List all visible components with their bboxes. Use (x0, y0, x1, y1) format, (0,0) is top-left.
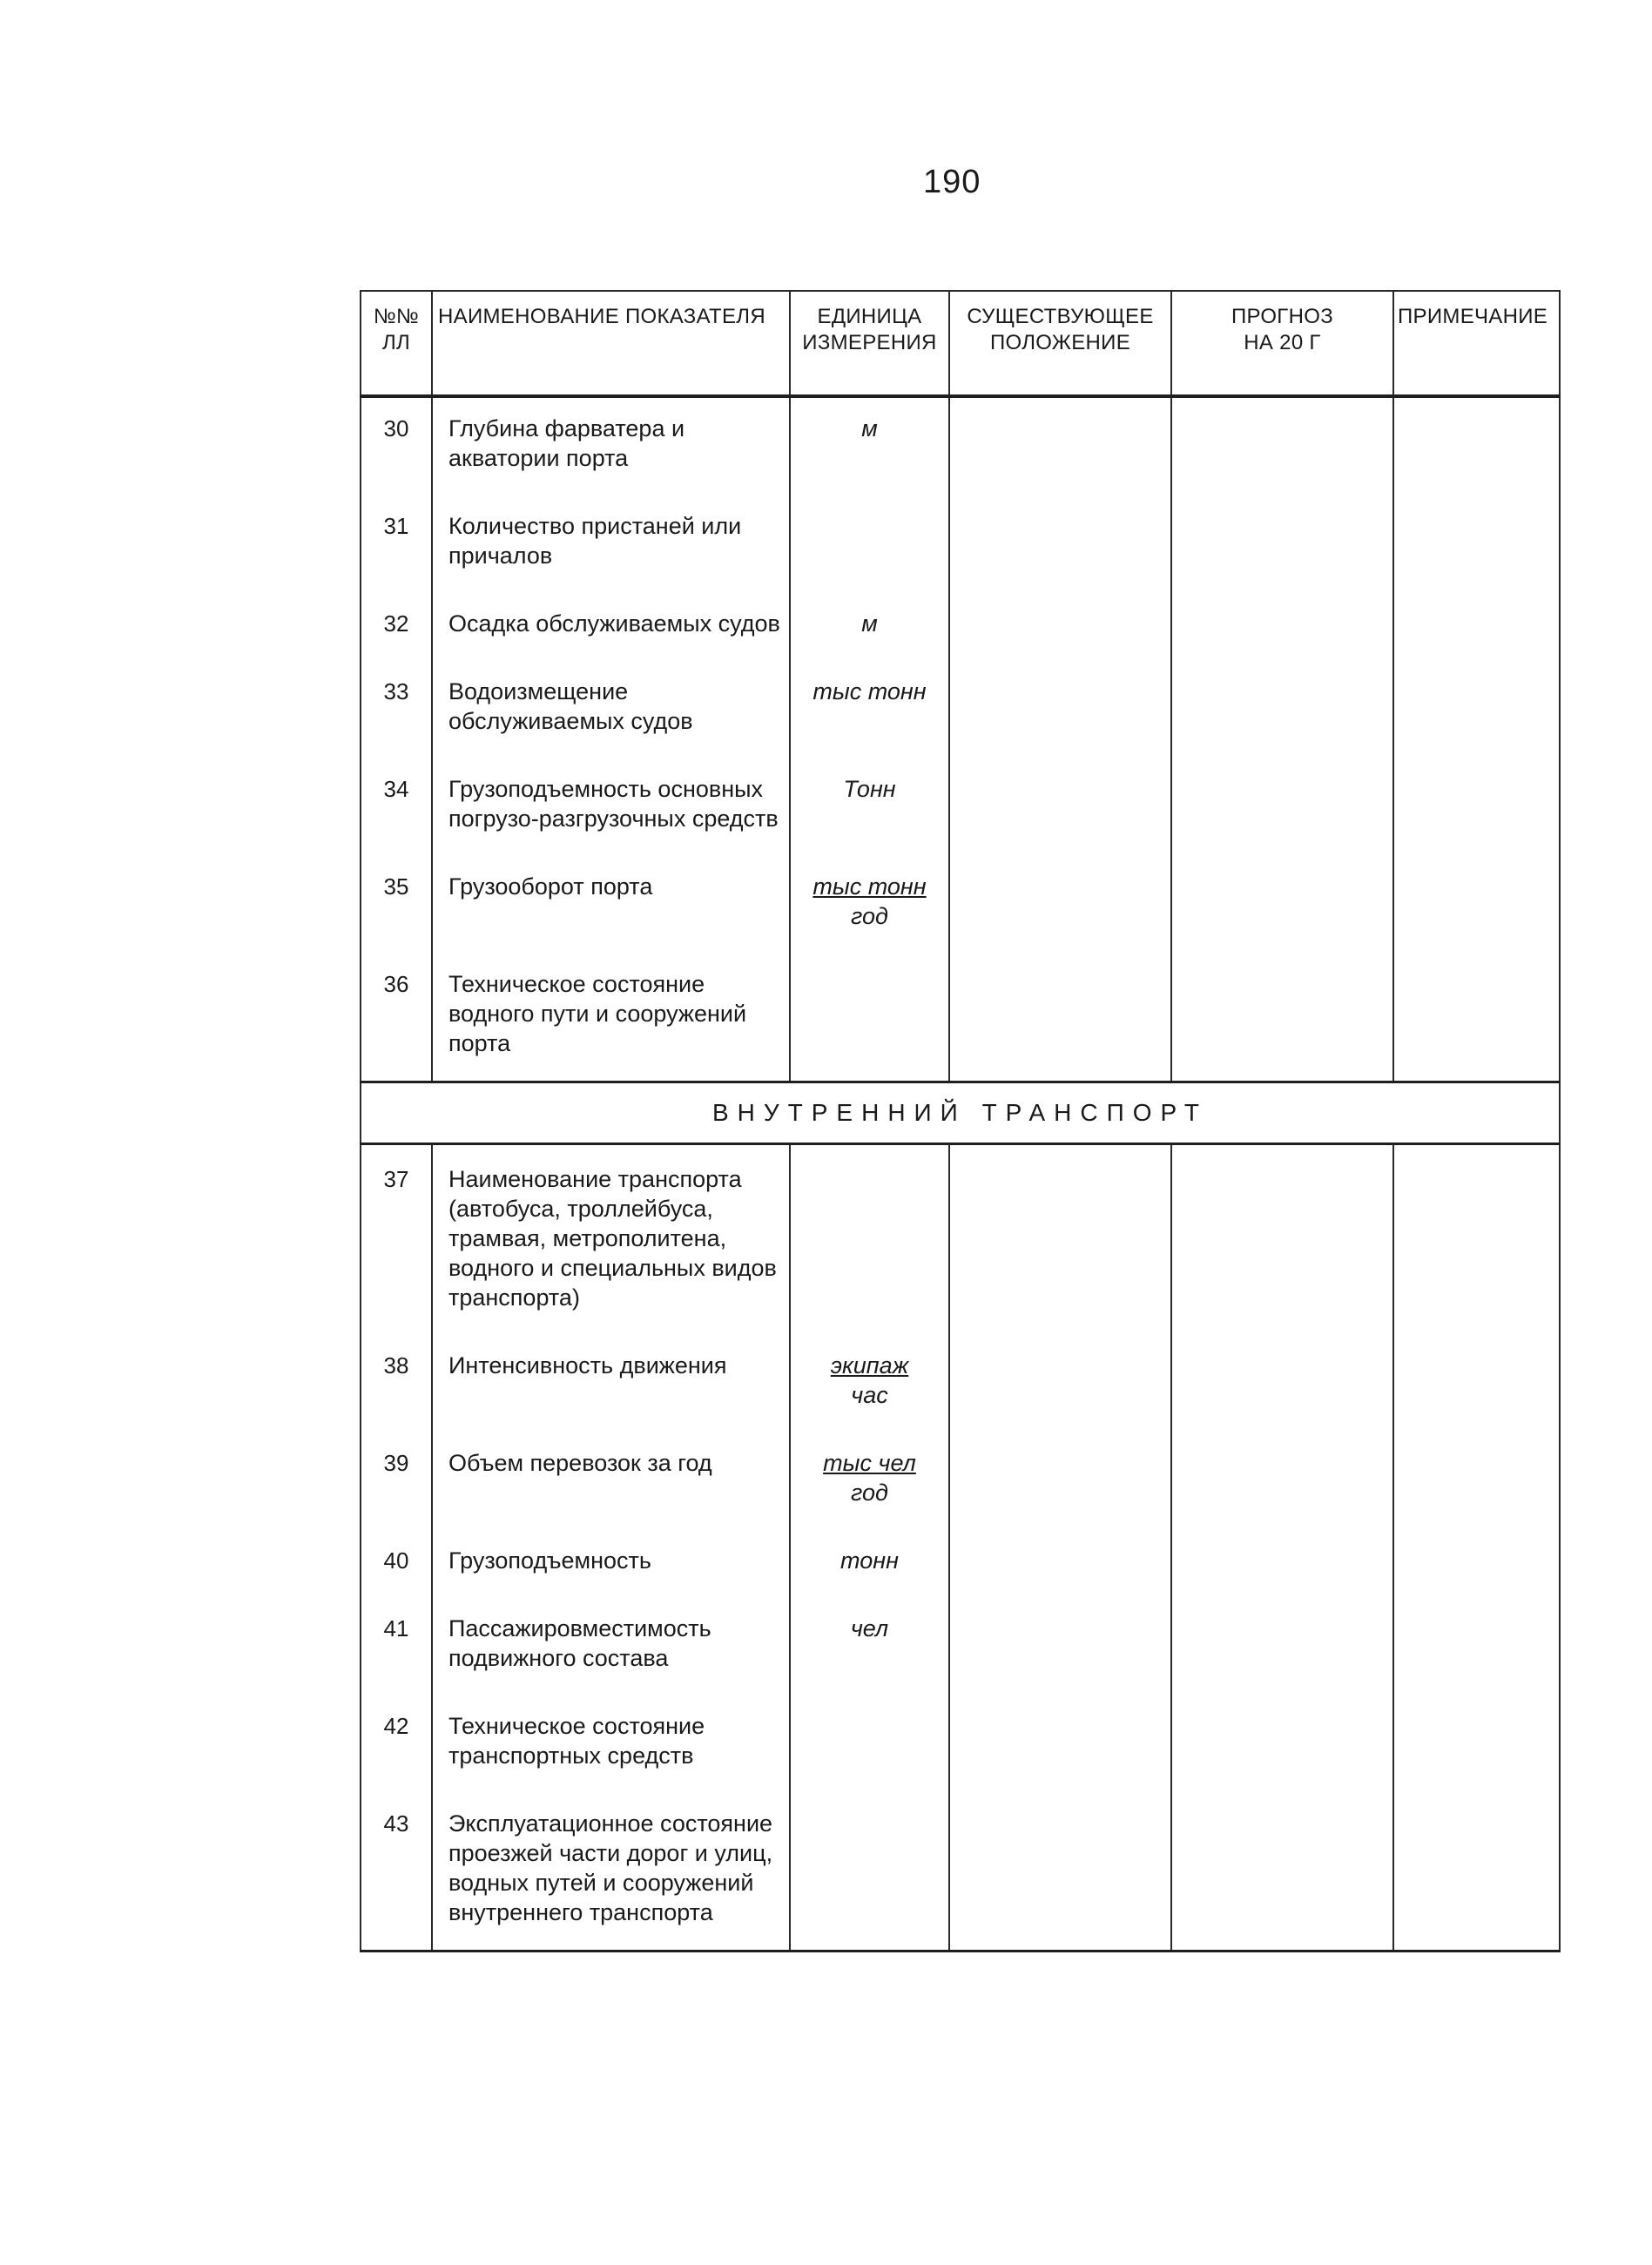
row-number: 35 (361, 856, 432, 954)
note-cell (1393, 396, 1560, 495)
table-row (361, 1335, 1560, 1432)
page-number: 190 (923, 164, 981, 200)
current-value-cell (949, 1598, 1171, 1695)
header-unit-line2: ИЗМЕРЕНИЯ (802, 331, 937, 354)
table-row (361, 1432, 1560, 1530)
unit-cell (790, 396, 949, 495)
note-cell (1393, 1530, 1560, 1598)
unit-cell (790, 593, 949, 661)
header-current-line2: ПОЛОЖЕНИЕ (990, 331, 1130, 354)
table-row (361, 954, 1560, 1082)
note-cell (1393, 1793, 1560, 1952)
forecast-value-cell (1171, 1695, 1393, 1793)
indicator-name: Грузоподъемность основных погрузо-разгрузочных средств (432, 758, 790, 856)
current-value-cell (949, 1144, 1171, 1336)
row-number: 33 (361, 661, 432, 758)
indicator-name: Грузоподъемность (432, 1530, 790, 1598)
current-value-cell (949, 1432, 1171, 1530)
unit-denominator: год (851, 1480, 888, 1506)
header-current (949, 291, 1171, 396)
current-value-cell (949, 1335, 1171, 1432)
unit-cell (790, 758, 949, 856)
forecast-value-cell (1171, 954, 1393, 1082)
row-number: 41 (361, 1598, 432, 1695)
note-cell (1393, 661, 1560, 758)
forecast-value-cell (1171, 1598, 1393, 1695)
unit-cell (790, 1598, 949, 1695)
row-number: 36 (361, 954, 432, 1082)
table-row (361, 593, 1560, 661)
indicator-name: Количество пристаней или причалов (432, 495, 790, 593)
unit-cell (790, 1530, 949, 1598)
forecast-value-cell (1171, 661, 1393, 758)
forecast-value-cell (1171, 1530, 1393, 1598)
table-row (361, 758, 1560, 856)
header-forecast (1171, 291, 1393, 396)
indicator-name: Объем перевозок за год (432, 1432, 790, 1530)
indicator-name: Осадка обслуживаемых судов (432, 593, 790, 661)
unit-value: Тонн (843, 776, 896, 802)
unit-value: м (861, 610, 878, 637)
current-value-cell (949, 1530, 1171, 1598)
forecast-value-cell (1171, 1432, 1393, 1530)
forecast-value-cell (1171, 758, 1393, 856)
unit-value: тыс тонн (813, 678, 927, 704)
indicator-table (360, 290, 1561, 1952)
note-cell (1393, 593, 1560, 661)
note-cell (1393, 954, 1560, 1082)
row-number: 32 (361, 593, 432, 661)
current-value-cell (949, 1793, 1171, 1952)
indicator-name: Наименование транспорта (автобуса, троллейбуса, трамвая, метрополитена, водного и специальных видов транспорта) (432, 1144, 790, 1336)
unit-value: экипаж (830, 1352, 909, 1379)
note-cell (1393, 495, 1560, 593)
row-number: 43 (361, 1793, 432, 1952)
note-cell (1393, 1598, 1560, 1695)
current-value-cell (949, 758, 1171, 856)
header-row (361, 291, 1560, 396)
indicator-name: Пассажировместимость подвижного состава (432, 1598, 790, 1695)
unit-cell (790, 495, 949, 593)
unit-cell (790, 1793, 949, 1952)
row-number: 38 (361, 1335, 432, 1432)
unit-cell (790, 1335, 949, 1432)
unit-value: тыс тонн (813, 873, 927, 900)
table-row (361, 495, 1560, 593)
forecast-value-cell (1171, 856, 1393, 954)
table-row (361, 661, 1560, 758)
note-cell (1393, 1335, 1560, 1432)
unit-value: м (861, 415, 878, 442)
unit-cell (790, 661, 949, 758)
unit-cell (790, 1695, 949, 1793)
header-note: ПРИМЕЧАНИЕ (1393, 291, 1560, 396)
indicator-name: Интенсивность движения (432, 1335, 790, 1432)
forecast-value-cell (1171, 593, 1393, 661)
section-title-text: ВНУТРЕННИЙ ТРАНСПОРТ (711, 1099, 1209, 1126)
header-num-line1: №№ (373, 305, 420, 328)
table-body (361, 396, 1560, 1952)
row-number: 42 (361, 1695, 432, 1793)
forecast-value-cell (1171, 1144, 1393, 1336)
unit-value: тыс чел (823, 1450, 916, 1476)
unit-denominator: час (851, 1382, 888, 1408)
row-number: 31 (361, 495, 432, 593)
note-cell (1393, 1144, 1560, 1336)
current-value-cell (949, 495, 1171, 593)
unit-value: чел (850, 1615, 889, 1641)
unit-cell (790, 856, 949, 954)
header-unit (790, 291, 949, 396)
header-unit-line1: ЕДИНИЦА (817, 305, 922, 328)
header-name: НАИМЕНОВАНИЕ ПОКАЗАТЕЛЯ (432, 291, 790, 396)
table-row (361, 1530, 1560, 1598)
indicator-name: Глубина фарватера и акватории порта (432, 396, 790, 495)
indicator-name: Техническое состояние водного пути и сооружений порта (432, 954, 790, 1082)
unit-denominator: год (851, 903, 888, 929)
current-value-cell (949, 593, 1171, 661)
forecast-value-cell (1171, 1335, 1393, 1432)
unit-cell (790, 1144, 949, 1336)
table-row (361, 1144, 1560, 1336)
header-forecast-line2: НА 20 Г (1244, 331, 1321, 354)
row-number: 39 (361, 1432, 432, 1530)
current-value-cell (949, 661, 1171, 758)
table-row (361, 1695, 1560, 1793)
section-title (361, 1082, 1560, 1144)
note-cell (1393, 856, 1560, 954)
current-value-cell (949, 954, 1171, 1082)
row-number: 30 (361, 396, 432, 495)
header-current-line1: СУЩЕСТВУЮЩЕЕ (967, 305, 1154, 328)
row-number: 34 (361, 758, 432, 856)
header-num-line2: ЛЛ (381, 331, 411, 354)
table-row (361, 396, 1560, 495)
note-cell (1393, 1432, 1560, 1530)
row-number: 40 (361, 1530, 432, 1598)
note-cell (1393, 1695, 1560, 1793)
indicator-name: Эксплуатационное состояние проезжей части дорог и улиц, водных путей и сооружений внутреннего транспорта (432, 1793, 790, 1952)
current-value-cell (949, 396, 1171, 495)
indicator-name: Техническое состояние транспортных средств (432, 1695, 790, 1793)
section-row (361, 1082, 1560, 1144)
forecast-value-cell (1171, 495, 1393, 593)
indicator-name: Водоизмещение обслуживаемых судов (432, 661, 790, 758)
current-value-cell (949, 856, 1171, 954)
forecast-value-cell (1171, 396, 1393, 495)
indicator-name: Грузооборот порта (432, 856, 790, 954)
table-row (361, 856, 1560, 954)
unit-cell (790, 954, 949, 1082)
table-row (361, 1598, 1560, 1695)
header-forecast-line1: ПРОГНОЗ (1231, 305, 1333, 328)
forecast-value-cell (1171, 1793, 1393, 1952)
unit-cell (790, 1432, 949, 1530)
note-cell (1393, 758, 1560, 856)
unit-value: тонн (840, 1547, 899, 1574)
indicator-table-container (360, 290, 1559, 1952)
table-row (361, 1793, 1560, 1952)
current-value-cell (949, 1695, 1171, 1793)
row-number: 37 (361, 1144, 432, 1336)
header-num (361, 291, 432, 396)
